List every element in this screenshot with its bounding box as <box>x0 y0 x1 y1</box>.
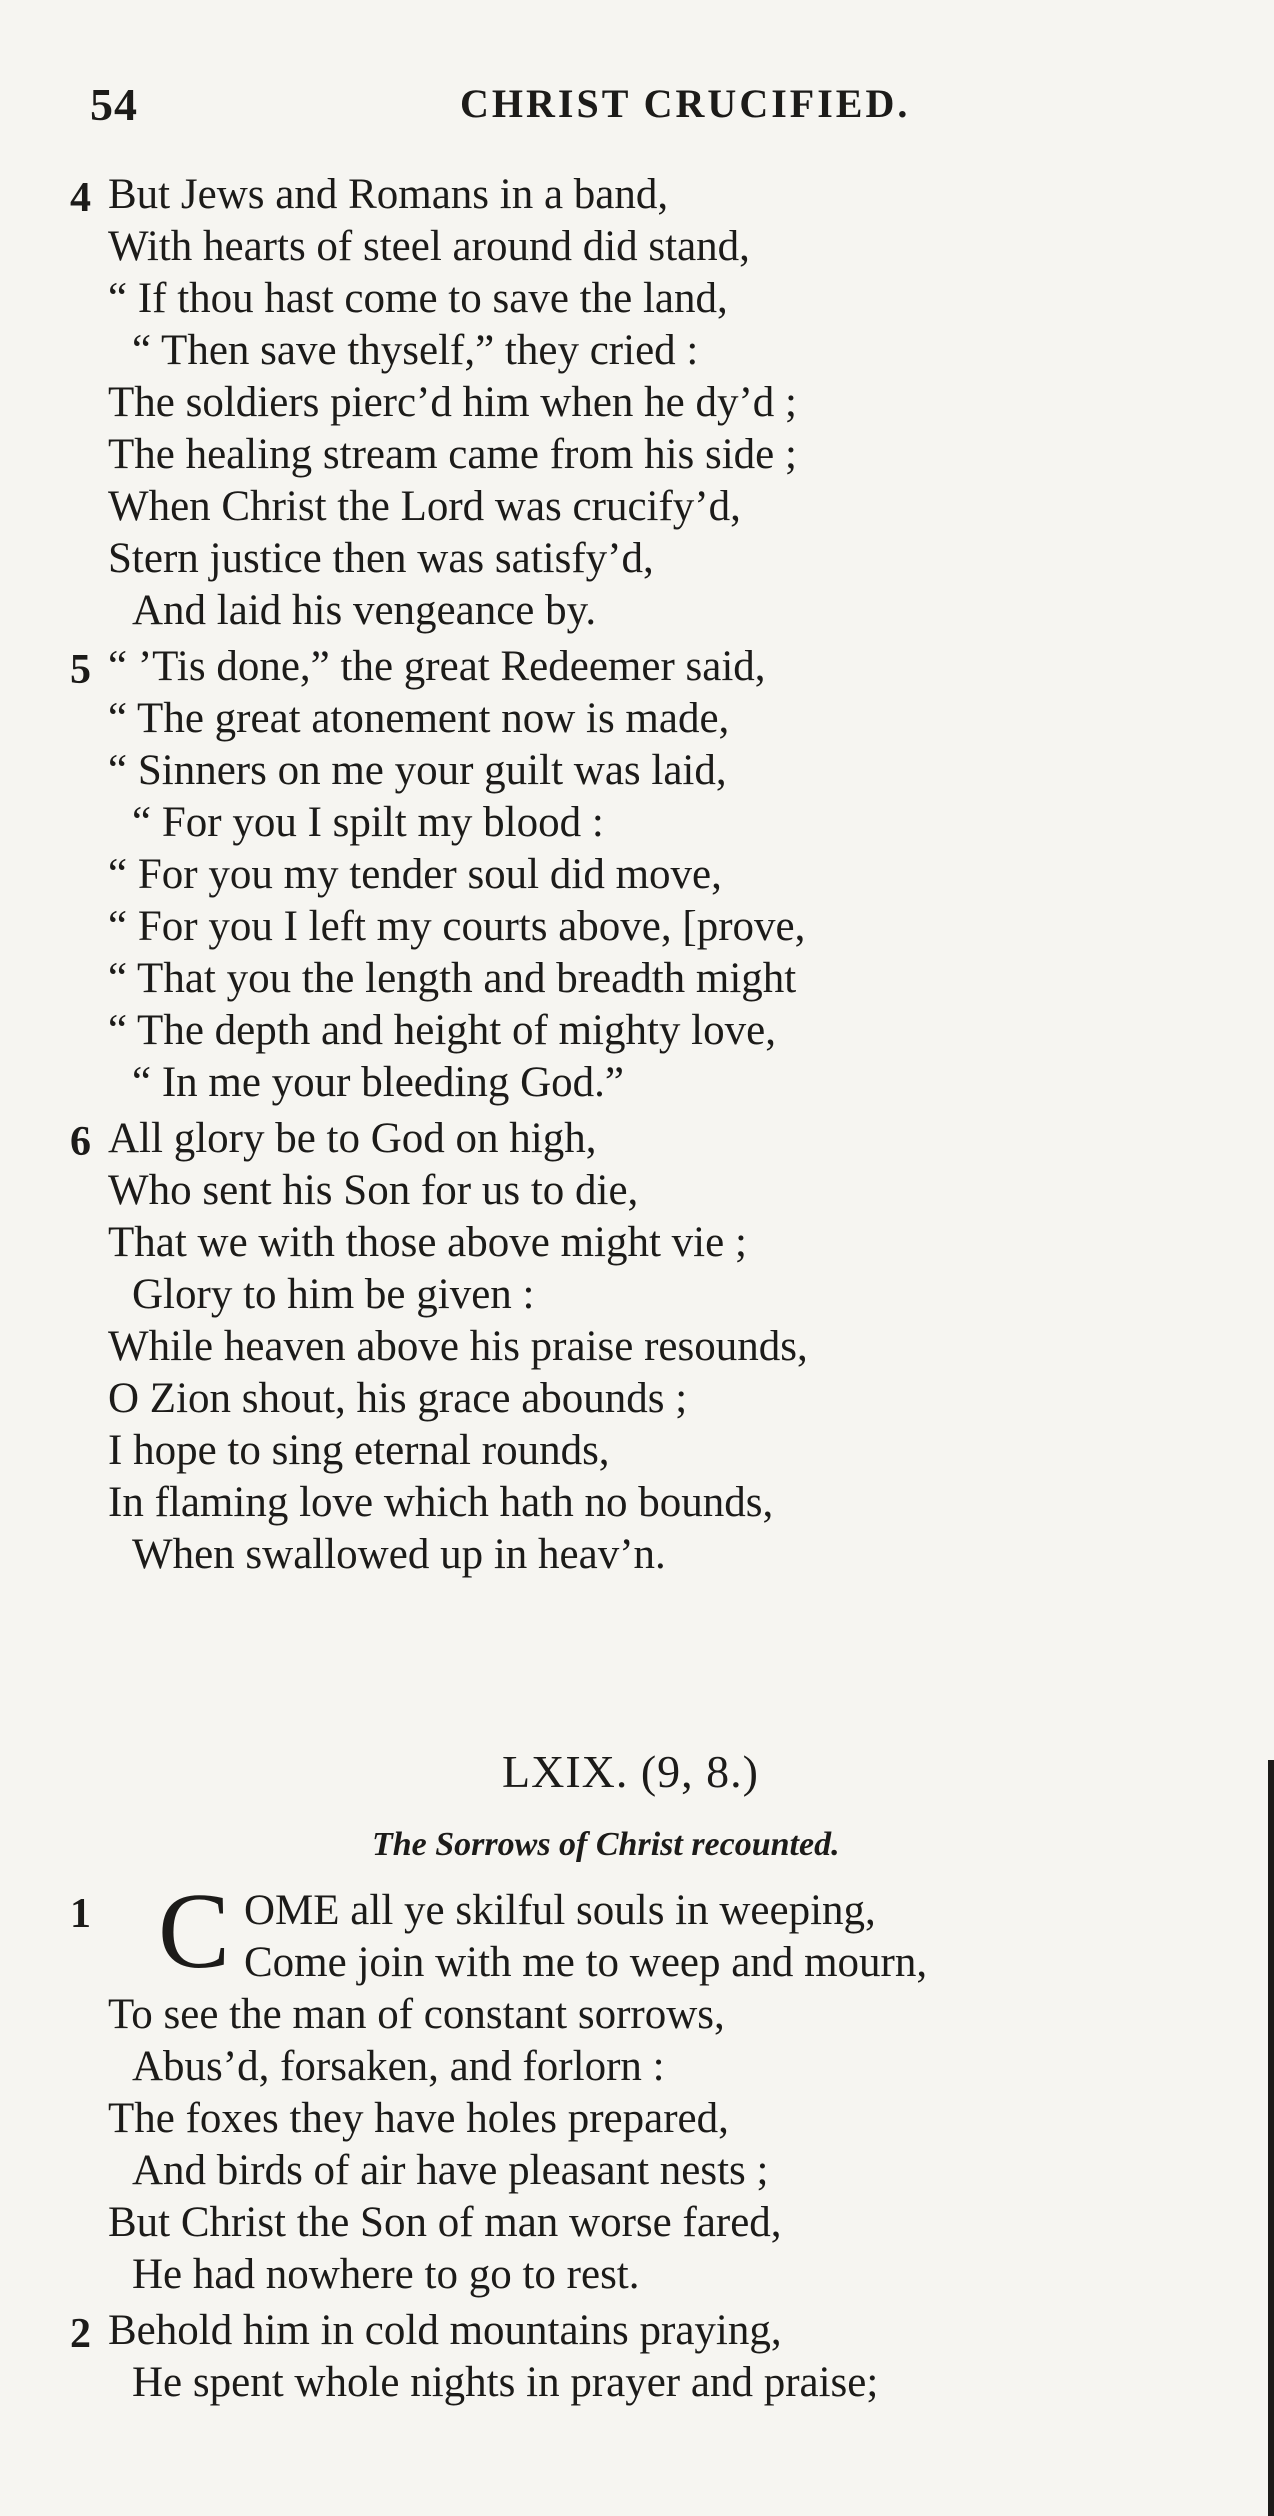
verse-line: “ In me your bleeding God.” <box>132 1059 624 1106</box>
verse-line: “ For you I left my courts above, [prove, <box>108 903 806 950</box>
verse-line: And birds of air have pleasant nests ; <box>132 2147 769 2194</box>
drop-cap: C <box>158 1872 231 1991</box>
verse-line: “ The depth and height of mighty love, <box>108 1007 776 1054</box>
verse-line: But Jews and Romans in a band, <box>108 171 669 218</box>
verse-line: And laid his vengeance by. <box>132 587 597 634</box>
verse-line: The soldiers pierc’d him when he dy’d ; <box>108 379 798 426</box>
page-number: 54 <box>90 79 138 130</box>
verse-line: All glory be to God on high, <box>108 1115 597 1162</box>
verse-line: “ That you the length and breadth might <box>108 955 797 1002</box>
verse-line: But Christ the Son of man worse fared, <box>108 2199 782 2246</box>
verse-line: “ For you I spilt my blood : <box>132 799 604 846</box>
stanza-number: 2 <box>70 2311 91 2357</box>
verse-line: “ For you my tender soul did move, <box>108 851 722 898</box>
stanza-number: 1 <box>70 1891 91 1937</box>
verse-line: With hearts of steel around did stand, <box>108 223 750 270</box>
verse-line: “ If thou hast come to save the land, <box>108 275 728 322</box>
stanza-number: 6 <box>70 1119 91 1165</box>
page-header <box>90 78 1230 138</box>
verse-line: He spent whole nights in prayer and praise; <box>132 2359 879 2406</box>
verse-line: “ The great atonement now is made, <box>108 695 730 742</box>
hymn-subtitle: The Sorrows of Christ recounted. <box>372 1826 840 1863</box>
verse-line: The foxes they have holes prepared, <box>108 2095 729 2142</box>
verse-line: While heaven above his praise resounds, <box>108 1323 808 1370</box>
verse-line: To see the man of constant sorrows, <box>108 1991 725 2038</box>
page-edge-shadow <box>1268 1760 1274 2516</box>
verse-line: The healing stream came from his side ; <box>108 431 797 478</box>
stanza-number: 5 <box>70 647 91 693</box>
verse-line: OME all ye skilful souls in weeping, <box>244 1887 876 1934</box>
verse-line: That we with those above might vie ; <box>108 1219 747 1266</box>
verse-line: Abus’d, forsaken, and forlorn : <box>132 2043 665 2090</box>
verse-line: Behold him in cold mountains praying, <box>108 2307 782 2354</box>
stanza-number: 4 <box>70 175 91 221</box>
verse-line: “ Then save thyself,” they cried : <box>132 327 699 374</box>
verse-line: When Christ the Lord was crucify’d, <box>108 483 741 530</box>
running-title: CHRIST CRUCIFIED. <box>460 81 911 126</box>
verse-line: “ Sinners on me your guilt was laid, <box>108 747 727 794</box>
verse-line: Stern justice then was satisfy’d, <box>108 535 654 582</box>
verse-line: Glory to him be given : <box>132 1271 535 1318</box>
verse-line: O Zion shout, his grace abounds ; <box>108 1375 688 1422</box>
hymn-title: LXIX. (9, 8.) <box>502 1746 759 1797</box>
verse-line: In flaming love which hath no bounds, <box>108 1479 774 1526</box>
verse-line: I hope to sing eternal rounds, <box>108 1427 610 1474</box>
verse-line: Come join with me to weep and mourn, <box>244 1939 928 1986</box>
verse-line: When swallowed up in heav’n. <box>132 1531 666 1578</box>
verse-line: Who sent his Son for us to die, <box>108 1167 639 1214</box>
verse-line: “ ’Tis done,” the great Redeemer said, <box>108 643 766 690</box>
verse-line: He had nowhere to go to rest. <box>132 2251 640 2298</box>
